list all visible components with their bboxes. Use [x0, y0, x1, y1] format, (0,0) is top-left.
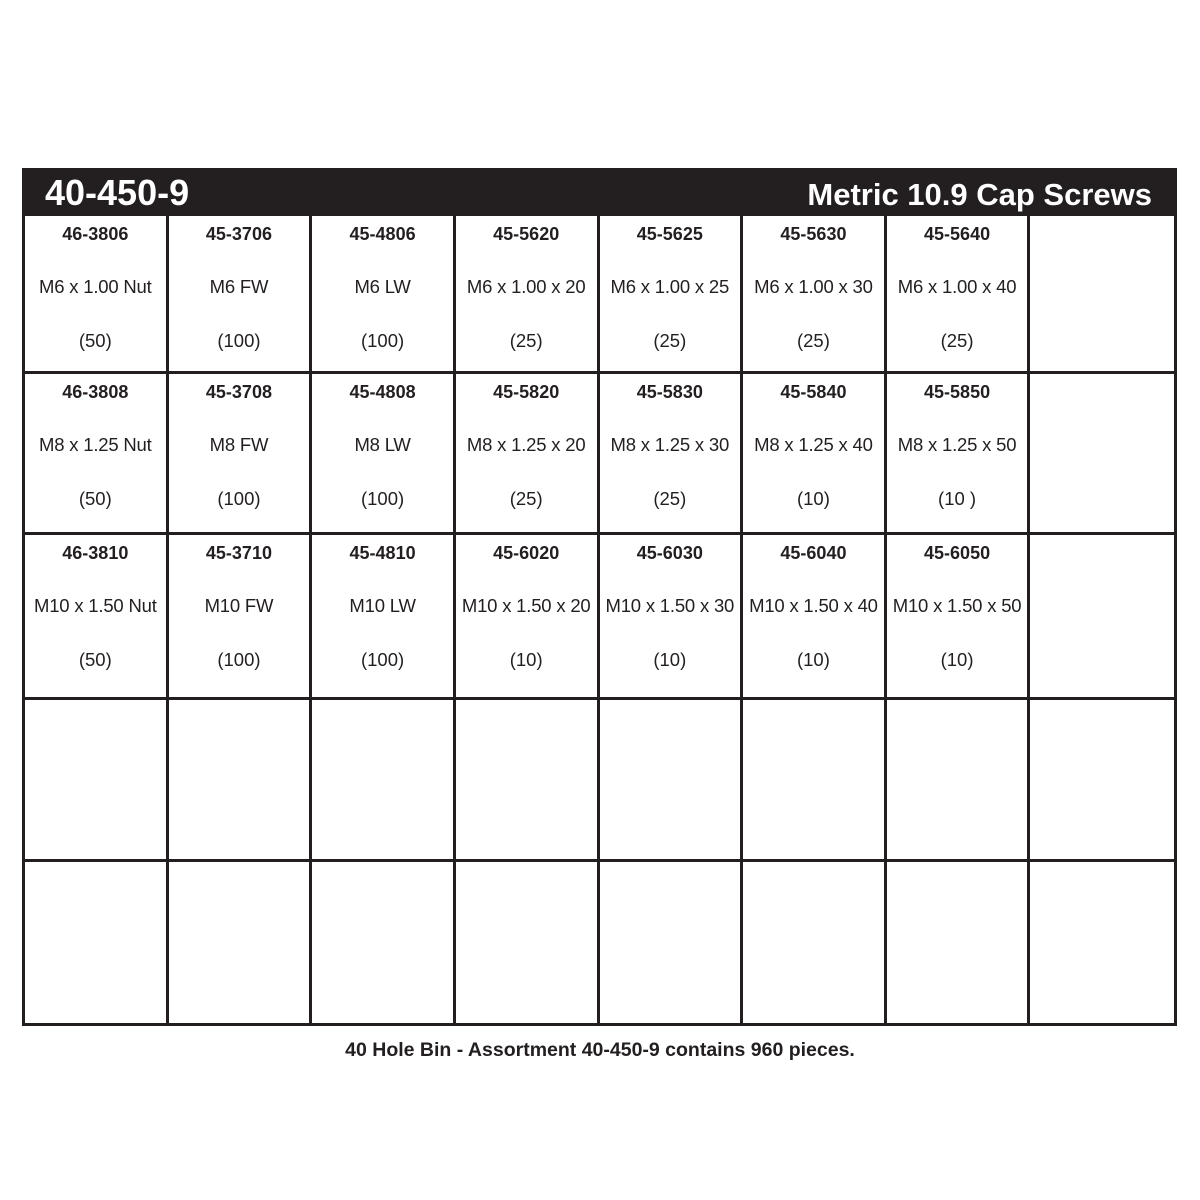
bin-cell: [1030, 862, 1174, 1023]
bin-quantity: (50): [78, 649, 112, 670]
bin-cell: [456, 374, 600, 535]
bin-part-number: 46-3808: [62, 382, 129, 402]
bin-part-number: 45-6040: [780, 543, 847, 563]
bin-cell: [312, 374, 456, 535]
bin-quantity: (100): [217, 649, 261, 670]
bin-cell: [887, 700, 1031, 862]
bin-quantity: (10): [796, 649, 830, 670]
bin-part-number: 45-4808: [349, 382, 416, 402]
bin-quantity: (10): [940, 649, 974, 670]
bin-cell: [312, 862, 456, 1023]
bin-grid: [25, 216, 1174, 1023]
bin-cell: [600, 216, 744, 374]
bin-quantity: (25): [796, 330, 830, 351]
bin-cell: [456, 862, 600, 1023]
bin-size: M10 FW: [204, 595, 274, 616]
bin-size: M6 x 1.00 x 20: [466, 276, 586, 297]
bin-cell: [312, 216, 456, 374]
bin-size: M8 x 1.25 x 50: [897, 434, 1017, 455]
bin-cell: [887, 535, 1031, 700]
bin-part-number: 45-4810: [349, 543, 416, 563]
bin-part-number: 45-5840: [780, 382, 847, 402]
bin-cell: [600, 862, 744, 1023]
bin-cell: [1030, 700, 1174, 862]
bin-part-number: 45-3706: [205, 224, 272, 244]
bin-quantity: (10 ): [938, 488, 977, 509]
bin-cell: [743, 535, 887, 700]
bin-cell: [312, 700, 456, 862]
bin-part-number: 45-4806: [349, 224, 416, 244]
bin-part-number: 45-3708: [205, 382, 272, 402]
bin-part-number: 45-6030: [636, 543, 703, 563]
bin-part-number: 46-3806: [62, 224, 129, 244]
bin-quantity: (25): [940, 330, 974, 351]
bin-cell: [1030, 535, 1174, 700]
bin-cell: [1030, 216, 1174, 374]
bin-part-number: 45-6020: [493, 543, 560, 563]
bin-cell: [600, 700, 744, 862]
bin-part-number: 45-3710: [205, 543, 272, 563]
bin-cell: [25, 862, 169, 1023]
bin-part-number: 45-5630: [780, 224, 847, 244]
bin-cell: [743, 216, 887, 374]
bin-size: M8 x 1.25 x 20: [466, 434, 586, 455]
bin-quantity: (100): [217, 330, 261, 351]
bin-quantity: (10): [653, 649, 687, 670]
bin-size: M8 x 1.25 x 30: [610, 434, 730, 455]
bin-quantity: (25): [509, 488, 543, 509]
bin-part-number: 45-5820: [493, 382, 560, 402]
bin-size: M8 x 1.25 Nut: [39, 434, 152, 455]
bin-part-number: 45-6050: [924, 543, 991, 563]
bin-cell: [887, 216, 1031, 374]
bin-cell: [456, 535, 600, 700]
bin-size: M10 x 1.50 x 20: [461, 595, 591, 616]
bin-quantity: (100): [360, 649, 405, 670]
bin-part-number: 45-5625: [636, 224, 703, 244]
footer-caption: 40 Hole Bin - Assortment 40-450-9 contains 960 pieces.: [345, 1039, 855, 1061]
bin-size: M10 x 1.50 Nut: [33, 595, 157, 616]
bin-size: M6 LW: [354, 276, 411, 297]
bin-cell: [743, 374, 887, 535]
bin-cell: [887, 374, 1031, 535]
bin-cell: [25, 216, 169, 374]
bin-size: M10 x 1.50 x 50: [892, 595, 1022, 616]
bin-quantity: (100): [360, 488, 405, 509]
bin-cell: [456, 216, 600, 374]
bin-part-number: 46-3810: [62, 543, 129, 563]
bin-size: M8 FW: [209, 434, 269, 455]
bin-cell: [25, 374, 169, 535]
bin-quantity: (25): [653, 488, 687, 509]
bin-cell: [887, 862, 1031, 1023]
bin-part-number: 45-5620: [493, 224, 560, 244]
bin-size: M8 x 1.25 x 40: [754, 434, 873, 455]
bin-quantity: (25): [653, 330, 687, 351]
bin-cell: [1030, 374, 1174, 535]
bin-part-number: 45-5850: [924, 382, 991, 402]
bin-size: M6 x 1.00 x 25: [610, 276, 730, 297]
bin-cell: [312, 535, 456, 700]
bin-label-sheet: [22, 168, 1177, 1026]
bin-part-number: 45-5830: [636, 382, 703, 402]
sheet-title: Metric 10.9 Cap Screws: [807, 177, 1152, 212]
bin-cell: [25, 535, 169, 700]
bin-quantity: (10): [509, 649, 543, 670]
bin-cell: [600, 374, 744, 535]
bin-cell: [25, 700, 169, 862]
bin-size: M10 x 1.50 x 40: [749, 595, 878, 616]
bin-cell: [169, 216, 313, 374]
bin-quantity: (10): [796, 488, 830, 509]
header-bar: [25, 171, 1174, 216]
bin-quantity: (25): [509, 330, 543, 351]
bin-cell: [456, 700, 600, 862]
bin-cell: [169, 535, 313, 700]
assortment-number: 40-450-9: [45, 172, 190, 213]
bin-size: M8 LW: [354, 434, 411, 455]
bin-cell: [169, 700, 313, 862]
bin-size: M6 x 1.00 Nut: [39, 276, 152, 297]
bin-quantity: (100): [360, 330, 405, 351]
bin-cell: [743, 862, 887, 1023]
bin-size: M6 x 1.00 x 30: [754, 276, 873, 297]
bin-quantity: (50): [78, 488, 112, 509]
bin-size: M6 x 1.00 x 40: [897, 276, 1017, 297]
bin-size: M10 LW: [349, 595, 416, 616]
bin-size: M10 x 1.50 x 30: [605, 595, 735, 616]
bin-cell: [169, 374, 313, 535]
bin-cell: [169, 862, 313, 1023]
bin-cell: [600, 535, 744, 700]
bin-quantity: (50): [78, 330, 112, 351]
bin-cell: [743, 700, 887, 862]
bin-part-number: 45-5640: [924, 224, 991, 244]
bin-quantity: (100): [217, 488, 261, 509]
bin-size: M6 FW: [209, 276, 269, 297]
